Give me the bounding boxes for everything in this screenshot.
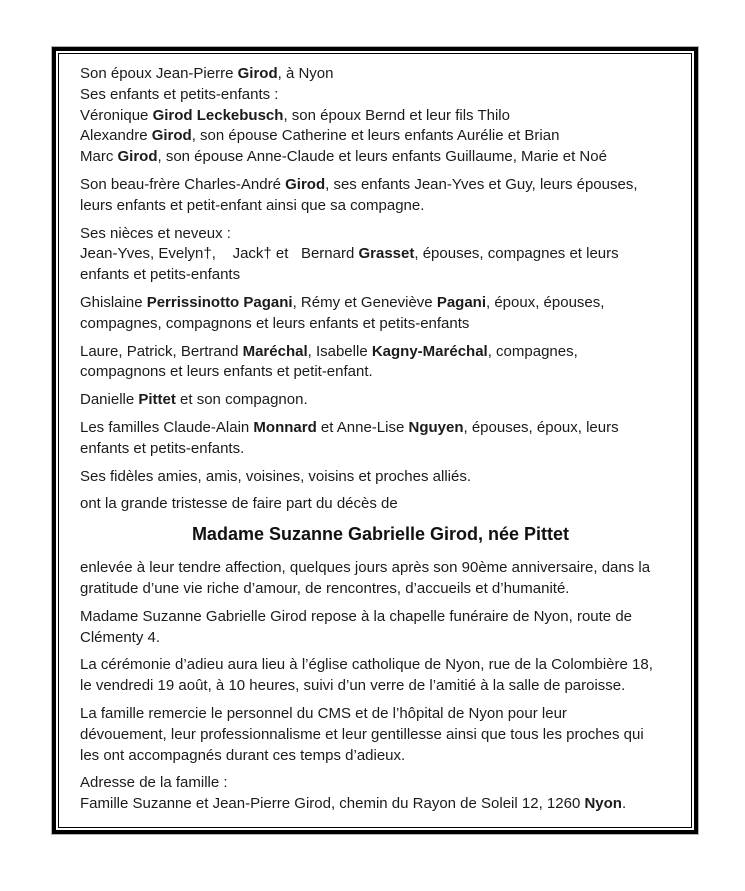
text-run: Son époux Jean-Pierre [80,65,238,82]
emphasized-name: Nyon [584,795,622,813]
text-run: , Isabelle [307,342,372,360]
text-run: Marc [80,148,118,166]
text-run: Alexandre [80,127,152,145]
text-run: ont la grande tristesse de faire part du décès de [80,495,398,513]
text-run: Véronique [80,106,153,124]
paragraph-spouse-and-children [80,64,681,168]
text-run: Ghislaine [80,293,147,311]
text-run: , son époux Bernd et leur fils Thilo [283,106,510,124]
text-run: , Rémy et Geneviève [292,293,437,311]
text-run: compagnes, compagnons et leurs enfants et petits-enfants [80,314,470,332]
emphasized-name: Girod [117,148,158,166]
paragraph-monnard-nguyen-families [80,418,681,460]
emphasized-name: Girod Leckebusch [152,106,284,124]
emphasized-name: Girod [285,175,326,193]
text-run: les ont accompagnés durant ces temps d’adieux. [80,746,406,764]
paragraph-ceremony-details [80,655,681,697]
text-run: Jean-Yves, Evelyn†, Jack† et Bernard [80,245,359,263]
text-run: Son beau-frère Charles-André [80,175,286,193]
notice-content [58,53,692,828]
text-run: , à Nyon [277,65,334,82]
text-run: enlevée à leur tendre affection, quelques jours après son 90ème anniversaire, dans la [80,559,651,577]
emphasized-name: Pagani [436,293,486,311]
text-run: Danielle [80,391,139,409]
text-run: , épouses, compagnes et leurs [414,245,619,263]
emphasized-name: Pittet [138,391,176,409]
text-run: , son épouse Anne-Claude et leurs enfants Guillaume, Marie et Noé [157,148,607,166]
text-run: dévouement, leur professionnalisme et leur gentillesse ainsi que tous les proches qui [80,725,644,743]
emphasized-name: Kagny-Maréchal [371,342,488,360]
paragraph-friends [80,467,681,488]
text-run: le vendredi 19 août, à 10 heures, suivi d’un verre de l’amitié à la salle de paroisse. [80,677,626,695]
emphasized-name: Madame Suzanne Gabrielle Girod, née Pittet [191,524,570,545]
text-run: , son épouse Catherine et leurs enfants Aurélie et Brian [191,127,560,145]
text-run: enfants et petits-enfants [80,266,241,284]
deceased-name-title [80,522,681,547]
text-run: et Anne-Lise [316,418,409,436]
text-run: Ses nièces et neveux : [80,224,231,242]
text-run: La cérémonie d’adieu aura lieu à l’église catholique de Nyon, rue de la Colombière 18, [80,656,653,674]
paragraph-thanks [80,704,681,766]
emphasized-name: Perrissinotto Pagani [146,293,293,311]
text-run: Les familles Claude-Alain [80,418,254,436]
paragraph-announcement-intro [80,494,681,515]
text-run: , compagnes, [487,342,578,360]
text-run: , ses enfants Jean-Yves et Guy, leurs épouses, [325,175,638,193]
text-run: La famille remercie le personnel du CMS et de l’hôpital de Nyon pour leur [80,704,567,722]
text-run: enfants et petits-enfants. [80,439,245,457]
text-run: compagnons et leurs enfants et petit-enfant. [80,363,373,381]
emphasized-name: Nguyen [408,418,464,436]
text-run: Famille Suzanne et Jean-Pierre Girod, chemin du Rayon de Soleil 12, 1260 [80,795,585,813]
text-run: leurs enfants et petit-enfant ainsi que sa compagne. [80,196,425,214]
text-run: et son compagnon. [175,391,308,409]
paragraph-brother-in-law [80,175,681,217]
emphasized-name: Grasset [358,245,415,263]
text-run: Clémenty 4. [80,628,161,646]
emphasized-name: Girod [237,65,278,82]
text-run: gratitude d’une vie riche d’amour, de rencontres, d’accueils et d’humanité. [80,579,570,597]
emphasized-name: Monnard [253,418,317,436]
emphasized-name: Girod [151,127,192,145]
paragraph-pagani-family [80,293,681,335]
text-run: Madame Suzanne Gabrielle Girod repose à la chapelle funéraire de Nyon, route de [80,607,632,625]
notice-border-frame [52,47,698,834]
text-run: Adresse de la famille : [80,774,228,792]
paragraph-death-circumstances [80,558,681,600]
text-run: , époux, épouses, [486,293,605,311]
text-run: , épouses, époux, leurs [463,418,619,436]
paragraph-danielle-pittet [80,390,681,411]
text-run: . [621,795,627,813]
text-run: Ses fidèles amies, amis, voisines, voisins et proches alliés. [80,467,471,485]
paragraph-repose-location [80,607,681,649]
paragraph-marechal-family [80,342,681,384]
text-run: Laure, Patrick, Bertrand [80,342,243,360]
text-run: Ses enfants et petits-enfants : [80,85,279,103]
emphasized-name: Maréchal [242,342,308,360]
paragraph-family-address [80,773,681,815]
paragraph-nieces-nephews [80,224,681,286]
